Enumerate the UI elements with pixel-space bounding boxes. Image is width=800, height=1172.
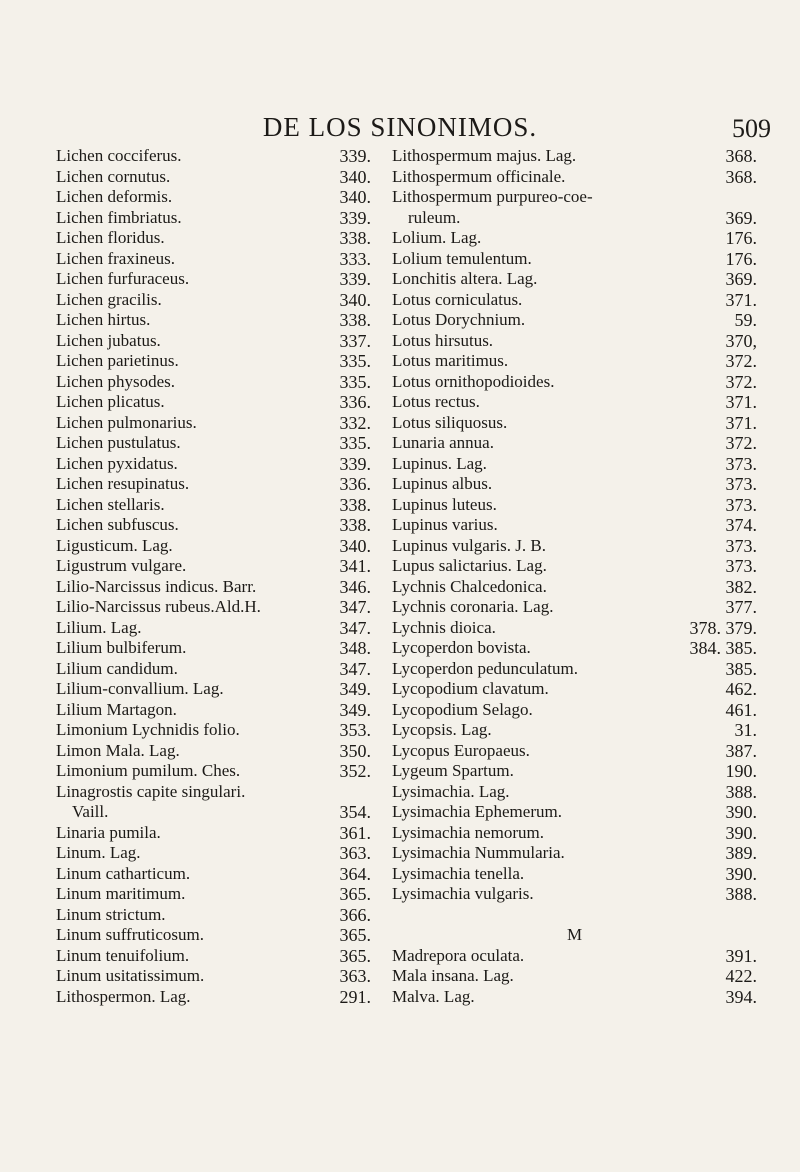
entry-term: Lolium temulentum. (392, 248, 532, 268)
entry-page-ref: 365. (339, 945, 371, 966)
index-entry (56, 679, 371, 700)
entry-page-ref: 377. (725, 597, 757, 617)
entry-page-ref: 366. (339, 904, 371, 925)
index-entry (392, 536, 757, 557)
entry-term: Linum maritimum. (56, 884, 186, 903)
entry-term: Lilio-Narcissus rubeus.Ald.H. (56, 597, 261, 616)
entry-term: Linum tenuifolium. (56, 945, 190, 965)
index-entry (392, 269, 757, 290)
index-entry (56, 351, 371, 372)
entry-term: Lilio-Narcissus indicus. Barr. (56, 576, 257, 596)
entry-page-ref: 31. (734, 720, 757, 740)
index-entry (56, 433, 371, 454)
entry-page-ref: 336. (339, 474, 371, 494)
entry-page-ref: 346. (339, 576, 371, 597)
index-entry (56, 864, 371, 885)
entry-page-ref: 378. 379. (689, 617, 757, 638)
index-entry (392, 679, 757, 700)
index-entry (56, 392, 371, 413)
entry-term: Limonium pumilum. Ches. (56, 761, 241, 780)
entry-page-ref: 365. (339, 925, 371, 945)
index-entry (56, 515, 371, 536)
entry-page-ref: 190. (725, 761, 757, 781)
entry-term: Lotus ornithopodioides. (392, 371, 555, 391)
entry-page-ref: 422. (725, 966, 757, 986)
entry-term: Linagrostis capite singulari. (56, 781, 246, 801)
entry-term: Lichen pyxidatus. (56, 453, 178, 473)
entry-term: Lichen stellaris. (56, 494, 165, 514)
entry-page-ref: 391. (725, 945, 757, 966)
entry-term: Lichen physodes. (56, 371, 175, 391)
entry-term: Lotus corniculatus. (392, 289, 523, 309)
entry-page-ref: 385. (725, 658, 757, 679)
entry-term: Lupinus albus. (392, 474, 493, 493)
entry-page-ref: 368. (725, 146, 757, 166)
entry-term: Lichen deformis. (56, 187, 173, 206)
index-entry (392, 146, 757, 167)
index-entry (392, 966, 757, 987)
entry-page-ref: 338. (339, 228, 371, 248)
entry-term: Vaill. (72, 802, 109, 821)
entry-term: Lilium. Lag. (56, 617, 142, 637)
entry-term: Limonium Lychnidis folio. (56, 720, 240, 739)
entry-term: Madrepora oculata. (392, 945, 525, 965)
entry-term: Malva. Lag. (392, 986, 475, 1006)
index-entry (56, 187, 371, 208)
index-entry (56, 556, 371, 577)
index-entry (392, 249, 757, 270)
entry-term: Lupinus. Lag. (392, 453, 487, 473)
entry-term: Lichen parietinus. (56, 351, 179, 370)
index-entry (56, 946, 371, 967)
entry-page-ref: 347. (339, 617, 371, 638)
index-entry (392, 987, 757, 1008)
entry-page-ref: 373. (725, 453, 757, 474)
entry-page-ref: 361. (339, 822, 371, 843)
entry-term: Lilium candidum. (56, 658, 178, 678)
entry-page-ref: 374. (725, 515, 757, 535)
entry-term: Lichen fraxineus. (56, 248, 175, 268)
entry-term: Lichen resupinatus. (56, 474, 190, 493)
entry-page-ref: 390. (725, 822, 757, 843)
entry-term: Lotus rectus. (392, 392, 480, 411)
index-entry (392, 884, 757, 905)
index-entry (56, 228, 371, 249)
index-entry (56, 474, 371, 495)
index-entry (392, 597, 757, 618)
index-entry (392, 761, 757, 782)
index-entry (392, 946, 757, 967)
entry-page-ref: 390. (725, 802, 757, 822)
entry-page-ref: 339. (339, 269, 371, 289)
entry-page-ref: 365. (339, 884, 371, 904)
entry-term: Linum usitatissimum. (56, 966, 205, 985)
entry-page-ref: 373. (725, 556, 757, 576)
entry-page-ref: 335. (339, 351, 371, 371)
index-entry (392, 618, 757, 639)
entry-term: Lycopodium clavatum. (392, 679, 549, 698)
index-entry (392, 823, 757, 844)
index-entry (392, 331, 757, 352)
entry-term: Lycopsis. Lag. (392, 720, 492, 739)
entry-term: Mala insana. Lag. (392, 966, 514, 985)
entry-term: Lotus hirsutus. (392, 330, 494, 350)
entry-term: Lichen pulmonarius. (56, 412, 197, 432)
index-entry (392, 454, 757, 475)
index-entry (56, 659, 371, 680)
entry-page-ref: 371. (725, 289, 757, 310)
index-entry (56, 290, 371, 311)
entry-page-ref: 335. (339, 371, 371, 392)
index-entry (392, 659, 757, 680)
section-letter (392, 925, 757, 946)
entry-page-ref: 372. (725, 371, 757, 392)
entry-page-ref: 340. (339, 535, 371, 556)
index-entry (392, 392, 757, 413)
entry-page-ref: 333. (339, 248, 371, 269)
index-entry (392, 556, 757, 577)
entry-page-ref: 348. (339, 638, 371, 658)
entry-term: Lysimachia Nummularia. (392, 843, 565, 862)
entry-page-ref: 371. (725, 392, 757, 412)
entry-page-ref: 339. (339, 453, 371, 474)
entry-term: Lupus salictarius. Lag. (392, 556, 547, 575)
index-entry (392, 843, 757, 864)
index-entry (392, 167, 757, 188)
index-entry (56, 782, 371, 803)
index-entry (392, 700, 757, 721)
entry-term: Lithospermum majus. Lag. (392, 146, 577, 165)
entry-page-ref: 340. (339, 187, 371, 207)
entry-page-ref: 371. (725, 412, 757, 433)
index-entry (56, 146, 371, 167)
entry-page-ref: 370, (725, 330, 757, 351)
entry-term: Lolium. Lag. (392, 228, 482, 247)
entry-page-ref: 337. (339, 330, 371, 351)
entry-page-ref: 332. (339, 412, 371, 433)
entry-term: Lychnis dioica. (392, 617, 496, 637)
index-entry (392, 433, 757, 454)
entry-term: Linaria pumila. (56, 822, 161, 842)
entry-term: Lilium-convallium. Lag. (56, 679, 224, 698)
entry-page-ref: 349. (339, 679, 371, 699)
entry-term: Linum suffruticosum. (56, 925, 204, 944)
index-entry (56, 536, 371, 557)
entry-page-ref: 390. (725, 863, 757, 884)
entry-page-ref: 176. (725, 228, 757, 248)
index-entry (56, 597, 371, 618)
entry-page-ref: 341. (339, 556, 371, 576)
index-entry (56, 802, 371, 823)
entry-term: Lichen cocciferus. (56, 146, 182, 165)
index-entry (392, 720, 757, 741)
entry-term: Lotus siliquosus. (392, 412, 508, 432)
entry-page-ref: 364. (339, 863, 371, 884)
entry-page-ref: 339. (339, 207, 371, 228)
entry-page-ref: 363. (339, 843, 371, 863)
entry-page-ref: 372. (725, 351, 757, 371)
entry-term: Lycopus Europaeus. (392, 740, 530, 760)
entry-page-ref: 291. (339, 986, 371, 1007)
index-entry (392, 413, 757, 434)
entry-page-ref: 369. (725, 269, 757, 289)
entry-page-ref: 335. (339, 433, 371, 453)
entry-term: Lupinus varius. (392, 515, 498, 534)
index-entry (392, 864, 757, 885)
entry-page-ref: 338. (339, 494, 371, 515)
index-entry (392, 228, 757, 249)
entry-page-ref: 363. (339, 966, 371, 986)
left-index-column (56, 146, 371, 1007)
entry-term: Lichen gracilis. (56, 289, 162, 309)
entry-page-ref: 384. 385. (689, 638, 757, 658)
index-entry (56, 741, 371, 762)
page-header-title: DE LOS SINONIMOS. (262, 112, 538, 142)
index-entry (56, 638, 371, 659)
entry-page-ref: 352. (339, 761, 371, 781)
entry-page-ref: 394. (725, 986, 757, 1007)
entry-term: Ligusticum. Lag. (56, 535, 173, 555)
entry-page-ref: 354. (339, 802, 371, 822)
entry-term: Linum strictum. (56, 904, 166, 924)
entry-page-ref: 461. (725, 699, 757, 720)
index-entry (56, 577, 371, 598)
entry-term: Lithospermum purpureo-coe- (392, 187, 593, 206)
entry-page-ref: 462. (725, 679, 757, 699)
index-entry (56, 413, 371, 434)
entry-term: Lilium bulbiferum. (56, 638, 187, 657)
entry-term: Lichen jubatus. (56, 330, 161, 350)
index-entry (56, 208, 371, 229)
index-entry (56, 269, 371, 290)
entry-term: Lithospermon. Lag. (56, 986, 191, 1006)
index-entry (56, 987, 371, 1008)
index-entry (56, 167, 371, 188)
entry-page-ref: 382. (725, 576, 757, 597)
entry-page-ref: 373. (725, 474, 757, 494)
index-entry (392, 290, 757, 311)
index-entry (392, 351, 757, 372)
entry-page-ref: 176. (725, 248, 757, 269)
entry-term: Lichen plicatus. (56, 392, 165, 411)
entry-page-ref: 369. (725, 207, 757, 228)
entry-term: Lupinus luteus. (392, 494, 497, 514)
entry-page-ref: 336. (339, 392, 371, 412)
entry-page-ref: 387. (725, 740, 757, 761)
index-entry (56, 700, 371, 721)
index-entry (56, 843, 371, 864)
row-spacer (392, 905, 757, 926)
entry-term: Lysimachia Ephemerum. (392, 802, 562, 821)
index-entry (392, 515, 757, 536)
entry-term: Lycoperdon bovista. (392, 638, 531, 657)
right-index-column (392, 146, 757, 1007)
index-entry (392, 310, 757, 331)
entry-page-ref: 347. (339, 658, 371, 679)
entry-page-ref: 339. (339, 146, 371, 166)
entry-term: Linum. Lag. (56, 843, 141, 862)
entry-term: Lichen fimbriatus. (56, 207, 182, 227)
section-letter-label: M (566, 925, 583, 944)
index-entry (56, 454, 371, 475)
index-entry (392, 474, 757, 495)
index-entry (392, 638, 757, 659)
entry-term: Lysimachia tenella. (392, 863, 525, 883)
entry-page-ref: 347. (339, 597, 371, 617)
index-entry (56, 720, 371, 741)
entry-page-ref: 353. (339, 720, 371, 740)
entry-term: Lichen hirtus. (56, 310, 151, 329)
entry-term: Lunaria annua. (392, 433, 494, 452)
entry-term: Lotus Dorychnium. (392, 310, 526, 329)
entry-page-ref: 338. (339, 310, 371, 330)
index-entry (56, 249, 371, 270)
entry-page-ref: 338. (339, 515, 371, 535)
index-entry (56, 966, 371, 987)
index-entry (392, 782, 757, 803)
entry-page-ref: 349. (339, 699, 371, 720)
entry-page-ref: 373. (725, 535, 757, 556)
entry-term: Linum catharticum. (56, 863, 191, 883)
entry-term: Lysimachia nemorum. (392, 822, 545, 842)
index-entry (56, 905, 371, 926)
entry-page-ref: 389. (725, 843, 757, 863)
entry-term: Lysimachia. Lag. (392, 781, 510, 801)
entry-term: Limon Mala. Lag. (56, 740, 180, 760)
entry-term: Lysimachia vulgaris. (392, 884, 534, 903)
index-entry (56, 823, 371, 844)
entry-page-ref: 340. (339, 289, 371, 310)
index-entry (56, 761, 371, 782)
index-entry (392, 741, 757, 762)
entry-term: Lychnis coronaria. Lag. (392, 597, 554, 616)
entry-term: Lichen furfuraceus. (56, 269, 190, 288)
entry-term: Lichen cornutus. (56, 166, 171, 186)
entry-page-ref: 388. (725, 781, 757, 802)
index-entry (392, 372, 757, 393)
index-entry (56, 925, 371, 946)
index-entry (56, 331, 371, 352)
index-entry (56, 372, 371, 393)
index-entry (56, 618, 371, 639)
index-entry (56, 884, 371, 905)
entry-page-ref: 350. (339, 740, 371, 761)
entry-term: Lupinus vulgaris. J. B. (392, 535, 546, 555)
entry-term: Lotus maritimus. (392, 351, 509, 370)
entry-term: ruleum. (408, 207, 461, 227)
index-entry (392, 577, 757, 598)
index-entry (392, 495, 757, 516)
entry-term: Lycoperdon pedunculatum. (392, 658, 579, 678)
entry-term: Lithospermum officinale. (392, 166, 566, 186)
entry-term: Lichen floridus. (56, 228, 165, 247)
entry-term: Lichen subfuscus. (56, 515, 179, 534)
entry-term: Ligustrum vulgare. (56, 556, 187, 575)
entry-page-ref: 372. (725, 433, 757, 453)
entry-page-ref: 373. (725, 494, 757, 515)
entry-term: Lonchitis altera. Lag. (392, 269, 538, 288)
entry-term: Lygeum Spartum. (392, 761, 514, 780)
entry-term: Lichen pustulatus. (56, 433, 181, 452)
index-entry (392, 187, 757, 208)
entry-page-ref: 368. (725, 166, 757, 187)
page-number: 509 (732, 114, 771, 143)
index-entry (392, 802, 757, 823)
index-entry (56, 310, 371, 331)
index-entry (56, 495, 371, 516)
entry-term: Lilium Martagon. (56, 699, 177, 719)
entry-page-ref: 340. (339, 166, 371, 187)
entry-term: Lycopodium Selago. (392, 699, 533, 719)
entry-page-ref: 388. (725, 884, 757, 904)
entry-term: Lychnis Chalcedonica. (392, 576, 547, 596)
index-entry (392, 208, 757, 229)
entry-page-ref: 59. (734, 310, 757, 330)
